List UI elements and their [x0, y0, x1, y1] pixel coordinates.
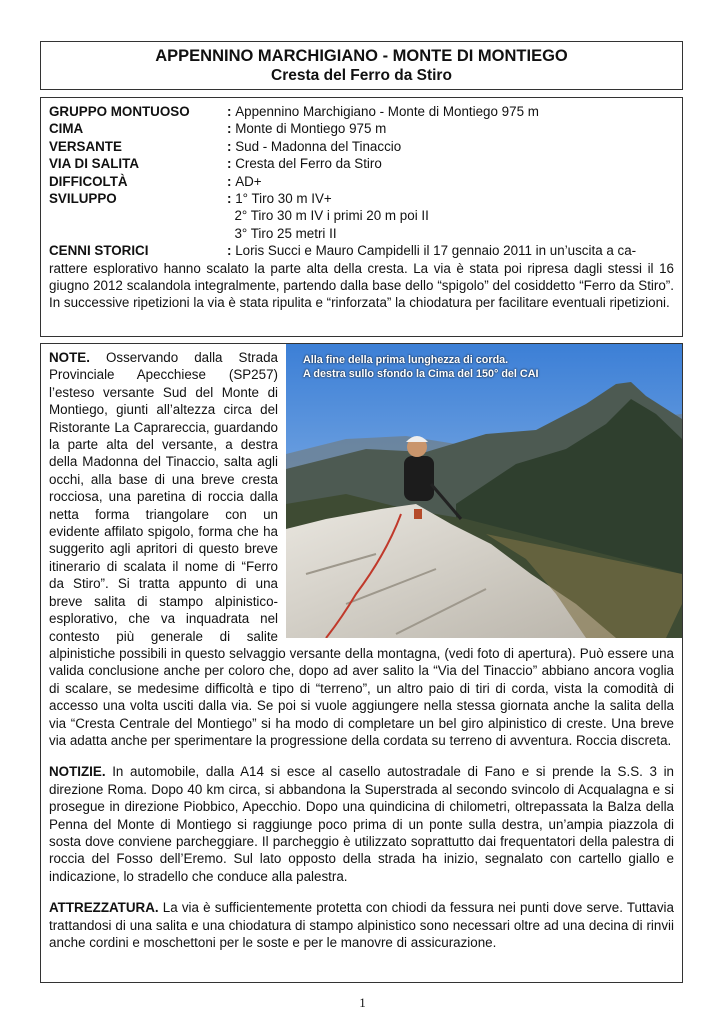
info-row: SVILUPPO : 1° Tiro 30 m IV+ — [49, 191, 332, 207]
info-label: VERSANTE — [49, 138, 122, 154]
info-label: SVILUPPO — [49, 191, 117, 207]
info-label: DIFFICOLTÀ — [49, 173, 128, 189]
page-subtitle: Cresta del Ferro da Stiro — [271, 67, 452, 84]
info-value: AD+ — [235, 173, 262, 189]
info-row-history: CENNI STORICI : Loris Succi e Mauro Campidelli il 17 gennaio 2011 in un’uscita a ca- — [49, 243, 637, 259]
attrezzatura-text: La via è sufficientemente protetta con chiodi da fessura nei punti dove serve. Tuttavia trattandosi di una salita e una chiodatura di stampo alpinistico sono necessari oltre ad una decina di rinvii anche cordini e moschettoni per le soste e per le manovre di assicurazione. — [49, 900, 674, 950]
info-label: GRUPPO MONTUOSO — [49, 104, 190, 119]
attrezzatura-paragraph — [49, 899, 674, 951]
info-value: Sud - Madonna del Tinaccio — [235, 138, 402, 154]
note-label: NOTE. — [49, 350, 90, 365]
notizie-paragraph — [49, 763, 674, 885]
description-box — [40, 343, 683, 983]
sviluppo-pitch: 3° Tiro 25 metri II — [234, 225, 337, 241]
attrezzatura-label: ATTREZZATURA. — [49, 900, 159, 916]
notizie-text: In automobile, dalla A14 si esce al casello autostradale di Fano e si prende la S.S. 3 in direzione Roma. Dopo 40 km circa, si abbandona la Superstrada al secondo svincolo di Acqualagna e si prosegue in direzione Piobbico, Apecchio. Dopo una quindicina di chilometri, oltrepassata la Balza della Penna del Monte di Montiego si raggiunge poco prima di un ponte sulla destra, un’ampia piazzola di sosta dove conviene parcheggiare. Il parcheggio è utilizzato soprattutto dai frequentatori della palestra di roccia del Fosso dell’Eremo. Sul lato opposto della strada ha inizio, segnalato con cartello giallo e indicazione, lo stradello che conduce alla palestra. — [49, 764, 674, 884]
info-value: Monte di Montiego 975 m — [235, 121, 387, 137]
info-row: GRUPPO MONTUOSO : Appennino Marchigiano - Monte di Montiego 975 m — [49, 104, 539, 119]
page-number: 1 — [359, 995, 366, 1010]
page-title: APPENNINO MARCHIGIANO - MONTE DI MONTIEGO — [155, 47, 568, 65]
info-row: DIFFICOLTÀ : AD+ — [49, 173, 262, 189]
history-text: rattere esplorativo hanno scalato la parte alta della cresta. La via è stata poi ripresa dagli stessi il 16 giugno 2012 scalandola integralmente, partendo dalla base dello “spigolo” del cosiddetto “Ferro da Stiro”. In successive ripetizioni la via è stata ripulita e “rinforzata” la chiodatura per facilitare eventuali ripetizioni. — [49, 260, 674, 311]
history-text-first: Loris Succi e Mauro Campidelli il 17 gennaio 2011 in un’uscita a ca- — [235, 243, 637, 259]
photo-caption: Alla fine della prima lunghezza di corda. A destra sullo sfondo la Cima del 150° del CAI — [303, 354, 539, 380]
info-value: Cresta del Ferro da Stiro — [235, 156, 382, 172]
climbing-photo — [286, 344, 682, 638]
info-row: VIA DI SALITA : Cresta del Ferro da Stiro — [49, 156, 382, 172]
info-label: CENNI STORICI — [49, 243, 149, 259]
info-label: CIMA — [49, 121, 84, 137]
info-value: 1° Tiro 30 m IV+ — [235, 191, 332, 207]
sviluppo-pitch: 2° Tiro 30 m IV i primi 20 m poi II — [234, 208, 429, 224]
info-row: VERSANTE : Sud - Madonna del Tinaccio — [49, 138, 402, 154]
info-value: Appennino Marchigiano - Monte di Montiego 975 m — [235, 104, 539, 119]
notizie-label: NOTIZIE. — [49, 764, 106, 780]
title-box — [40, 41, 683, 90]
route-info-box — [40, 97, 683, 337]
note-text: Osservando dalla Strada Provinciale Apecchiese (SP257) l’esteso versante Sud del Monte di Montiego, giunti all’altezza circa del Ristorante La Caprareccia, guardando la parte alta del versante, a destra della Madonna del Tinaccio, salta agli occhi, alla base di una breve cresta rocciosa, una paretina di roccia dalla netta forma triangolare con un evidente affilato spigolo, forma che ha suggerito agli apritori di questo breve itinerario di scalata il nome di “Ferro da Stiro”. Si tratta appunto di una breve salita di stampo alpinistico-esplorativo, che va inquadrata nel contesto più generale di salite alpinistiche possibili in questo selvaggio versante della montagna, (vedi foto di apertura). Può essere una valida conclusione anche per coloro che, dopo ad aver salito la “Via del Tinaccio” abbiano ancora voglia di scalare, se medesime difficoltà e tipo di “terreno”, un altro paio di tiri di corda, vista la comodità di accesso una volta usciti dalla via. Se poi si vuole aggiungere nella stessa giornata anche la salita della via “Cresta Centrale del Montiego” si ha modo di completare un bel giro alpinistico di creste. Una breve via adatta anche per sperimentare la progressione della cordata su terreno di avventura. Roccia discreta. — [49, 350, 674, 748]
info-row: CIMA : Monte di Montiego 975 m — [49, 121, 387, 137]
info-label: VIA DI SALITA — [49, 156, 140, 172]
